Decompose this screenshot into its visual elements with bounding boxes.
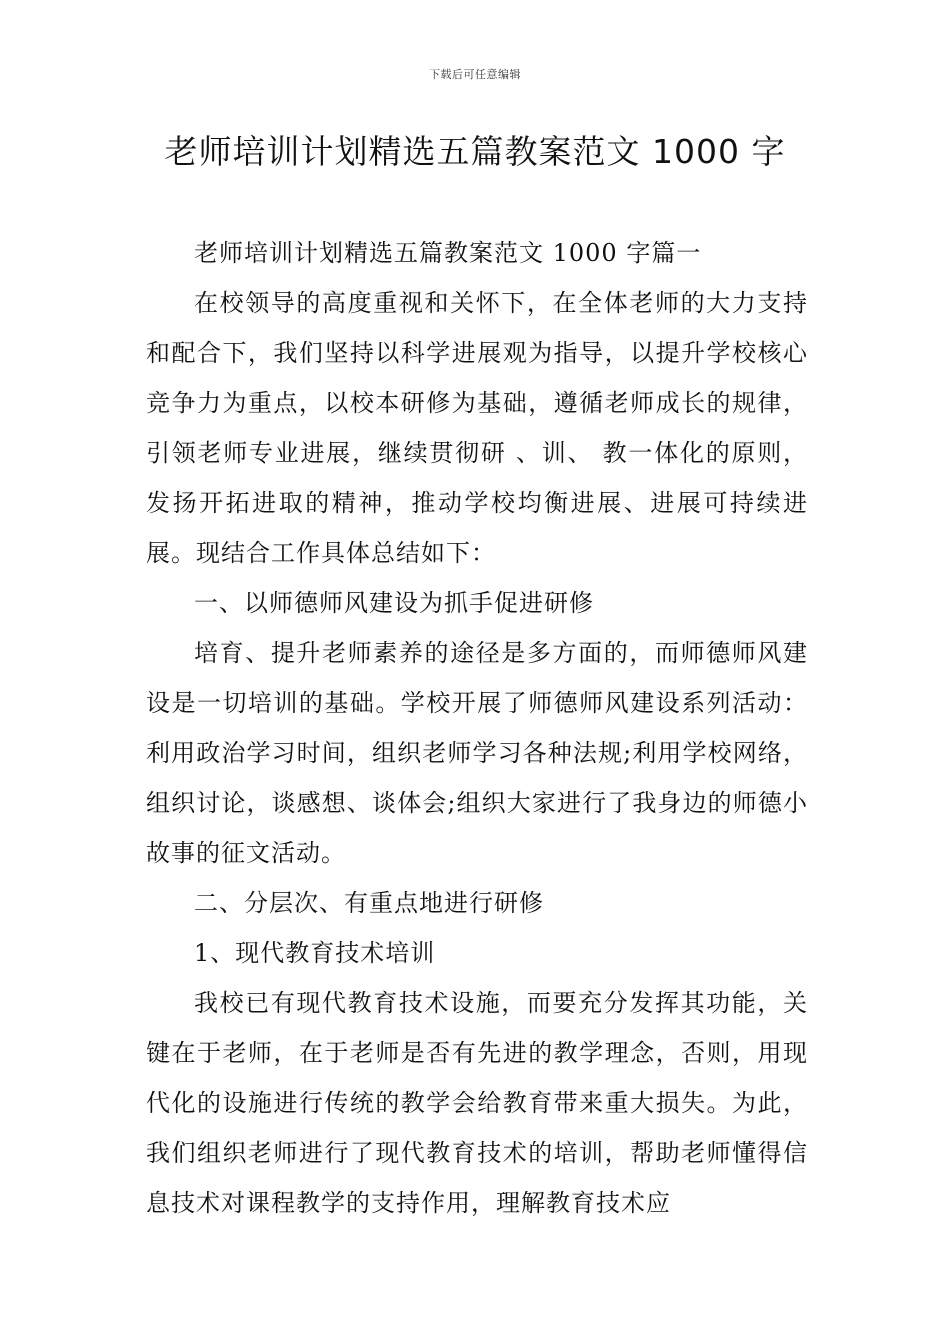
document-title: 老师培训计划精选五篇教案范文 1000 字 xyxy=(164,132,786,171)
section-heading: 一、以师德师风建设为抓手促进研修 xyxy=(194,589,594,617)
paragraph: 培育、提升老师素养的途径是多方面的，而师德师风建设是一切培训的基础。学校开展了师德师风建设系列活动：利用政治学习时间，组织老师学习各种法规;利用学校网络，组织讨论，谈感想、谈体会;组织大家进行了我身边的师德小故事的征文活动。 xyxy=(146,639,808,867)
section-heading: 老师培训计划精选五篇教案范文 1000 字篇一 xyxy=(194,239,702,267)
paragraph: 在校领导的高度重视和关怀下，在全体老师的大力支持和配合下，我们坚持以科学进展观为指导，以提升学校核心竞争力为重点，以校本研修为基础，遵循老师成长的规律，引领老师专业进展，继续贯彻研 、训、 教一体化的原则，发扬开拓进取的精神，推动学校均衡进展、进展可持续进展。现结合工作具体总结如下： xyxy=(146,289,808,567)
section-heading: 二、分层次、有重点地进行研修 xyxy=(194,889,544,917)
header-note: 下载后可任意编辑 xyxy=(429,68,521,81)
subsection-heading: 1、现代教育技术培训 xyxy=(194,939,436,967)
paragraph: 我校已有现代教育技术设施，而要充分发挥其功能，关键在于老师，在于老师是否有先进的教学理念，否则，用现代化的设施进行传统的教学会给教育带来重大损失。为此，我们组织老师进行了现代教育技术的培训，帮助老师懂得信息技术对课程教学的支持作用，理解教育技术应 xyxy=(146,989,808,1217)
document-body xyxy=(146,228,808,1228)
